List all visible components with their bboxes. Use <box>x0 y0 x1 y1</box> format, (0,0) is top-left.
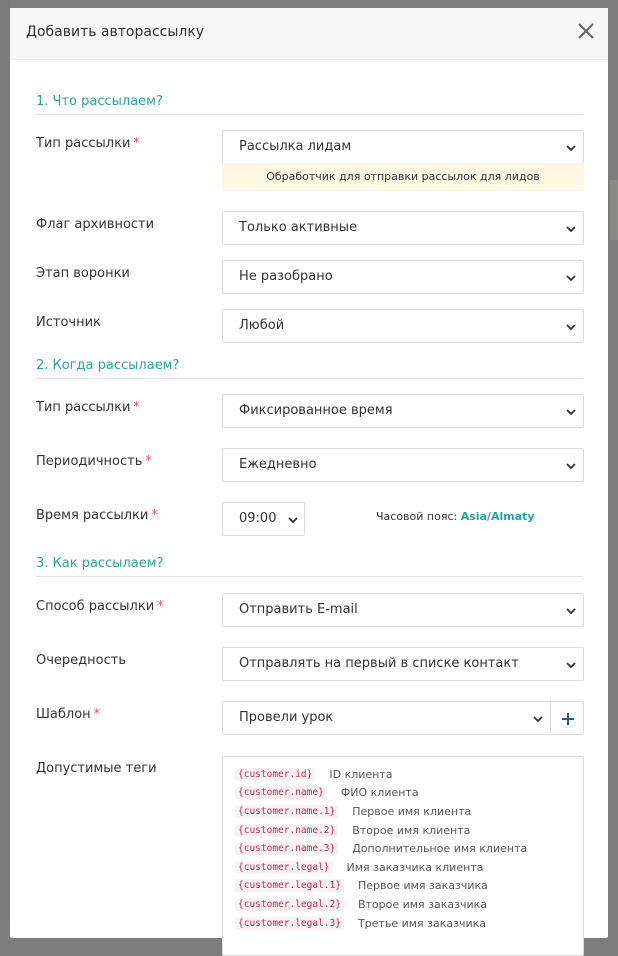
modal-header <box>10 8 608 60</box>
template-label: Шаблон * <box>36 707 101 722</box>
send-method-label: Способ рассылки * <box>36 599 164 614</box>
section-when-heading: 2. Когда рассылаем? <box>36 358 583 379</box>
allowed-tags-list <box>222 756 584 956</box>
chevron-down-icon <box>565 460 577 472</box>
plus-icon <box>562 713 574 725</box>
tag-description: ID клиента <box>329 767 393 781</box>
list-item <box>235 895 583 914</box>
schedule-type-select[interactable] <box>222 394 584 428</box>
list-item <box>235 784 583 803</box>
timezone-info: Часовой пояс: Asia/Almaty <box>376 510 535 523</box>
close-button[interactable] <box>576 21 596 41</box>
add-template-button[interactable] <box>550 701 584 735</box>
tag-code: {customer.name.3} <box>235 842 338 855</box>
tag-description: Имя заказчика клиента <box>346 860 484 874</box>
tag-code: {customer.name} <box>235 786 327 799</box>
tag-code: {customer.name.1} <box>235 805 338 818</box>
tag-code: {customer.legal.2} <box>235 898 344 911</box>
chevron-down-icon <box>565 272 577 284</box>
send-method-value: Отправить E-mail <box>239 602 358 617</box>
modal-title: Добавить авторассылку <box>26 24 205 40</box>
tag-description: Третье имя заказчика <box>357 916 486 930</box>
tag-description: Второе имя клиента <box>352 823 471 837</box>
required-mark: * <box>157 599 164 614</box>
chevron-down-icon <box>565 321 577 333</box>
source-label: Источник <box>36 315 101 330</box>
add-automailing-modal <box>10 8 608 938</box>
allowed-tags-label: Допустимые теги <box>36 761 157 776</box>
tag-description: Второе имя заказчика <box>357 897 488 911</box>
source-value: Любой <box>239 318 285 333</box>
list-item <box>235 877 583 896</box>
archive-flag-select[interactable] <box>222 211 584 245</box>
periodicity-select[interactable] <box>222 448 584 482</box>
chevron-down-icon <box>532 713 544 725</box>
mailing-type-value: Рассылка лидам <box>239 139 352 154</box>
periodicity-label: Периодичность * <box>36 454 152 469</box>
periodicity-value: Ежедневно <box>239 457 317 472</box>
archive-flag-value: Только активные <box>239 220 358 235</box>
funnel-stage-value: Не разобрано <box>239 269 333 284</box>
chevron-down-icon <box>565 605 577 617</box>
list-item <box>235 914 583 933</box>
section-what-heading: 1. Что рассылаем? <box>36 94 583 115</box>
mailing-type-hint: Обработчик для отправки рассылок для лидов <box>222 163 584 191</box>
list-item <box>235 821 583 840</box>
chevron-down-icon <box>565 223 577 235</box>
page-backdrop <box>0 0 10 920</box>
background-page-peek <box>610 180 618 240</box>
tag-description: ФИО клиента <box>340 786 419 800</box>
mailing-type-label: Тип рассылки * <box>36 136 140 151</box>
schedule-type-value: Фиксированное время <box>239 403 393 418</box>
send-time-label: Время рассылки * <box>36 508 158 523</box>
tag-code: {customer.name.2} <box>235 824 338 837</box>
chevron-down-icon <box>287 514 299 526</box>
funnel-stage-label: Этап воронки <box>36 266 130 281</box>
mailing-type-select[interactable] <box>222 130 584 164</box>
required-mark: * <box>133 400 140 415</box>
order-select[interactable] <box>222 647 584 681</box>
list-item <box>235 839 583 858</box>
chevron-down-icon <box>565 406 577 418</box>
chevron-down-icon <box>565 659 577 671</box>
close-icon <box>576 21 596 41</box>
required-mark: * <box>151 508 158 523</box>
list-item <box>235 858 583 877</box>
tag-code: {customer.legal.1} <box>235 879 344 892</box>
timezone-value: Asia/Almaty <box>460 510 535 523</box>
send-time-select[interactable] <box>222 502 305 536</box>
template-value: Провели урок <box>239 710 334 725</box>
list-item <box>235 765 583 784</box>
archive-flag-label: Флаг архивности <box>36 217 155 232</box>
order-value: Отправлять на первый в списке контакт <box>239 656 519 671</box>
tag-code: {customer.id} <box>235 768 315 781</box>
send-time-value: 09:00 <box>239 511 277 526</box>
template-select[interactable] <box>222 701 550 735</box>
source-select[interactable] <box>222 309 584 343</box>
section-how-heading: 3. Как рассылаем? <box>36 556 583 577</box>
required-mark: * <box>133 136 140 151</box>
required-mark: * <box>145 454 152 469</box>
tag-description: Первое имя заказчика <box>357 879 488 893</box>
schedule-type-label: Тип рассылки * <box>36 400 140 415</box>
order-label: Очередность <box>36 653 126 668</box>
tag-description: Дополнительное имя клиента <box>352 842 528 856</box>
tag-code: {customer.legal.3} <box>235 917 344 930</box>
list-item <box>235 802 583 821</box>
tag-description: Первое имя клиента <box>352 804 472 818</box>
tag-code: {customer.legal} <box>235 861 333 874</box>
chevron-down-icon <box>565 142 577 154</box>
funnel-stage-select[interactable] <box>222 260 584 294</box>
required-mark: * <box>93 707 101 722</box>
send-method-select[interactable] <box>222 593 584 627</box>
